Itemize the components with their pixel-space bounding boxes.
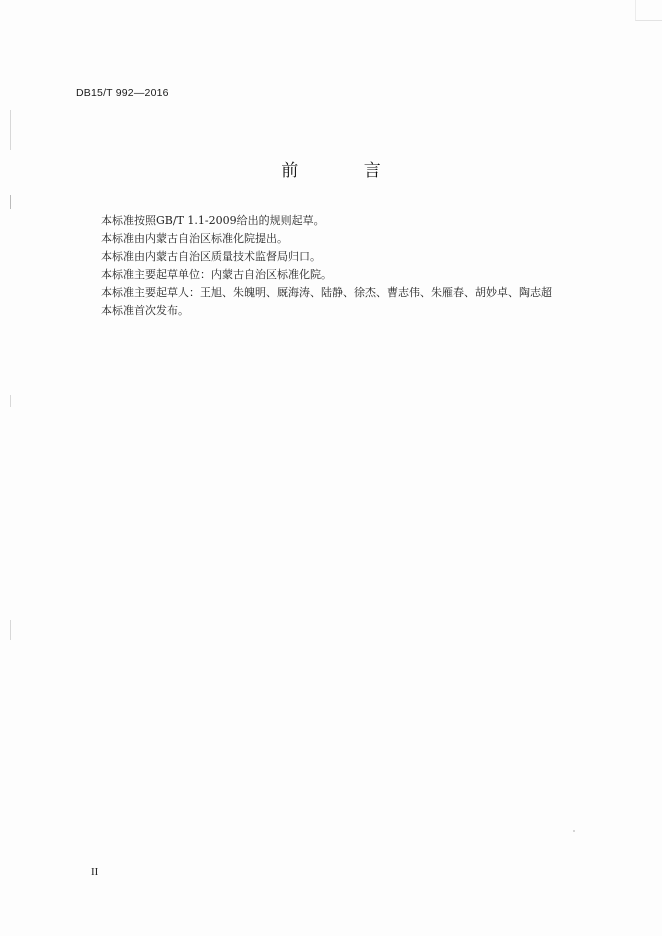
scan-edge-mark xyxy=(10,110,11,150)
scan-edge-mark xyxy=(10,620,11,640)
scan-edge-mark xyxy=(10,195,11,209)
foreword-paragraph: 本标准由内蒙古自治区质量技术监督局归口。 xyxy=(101,250,321,263)
foreword-body xyxy=(101,212,601,320)
scan-edge-mark xyxy=(10,395,11,407)
foreword-paragraph: 本标准按照GB/T 1.1-2009给出的规则起草。 xyxy=(101,214,325,227)
foreword-paragraph: 本标准主要起草人：王旭、朱魄明、厩海涛、陆静、徐杰、曹志伟、朱雁春、胡妙卓、陶志超 xyxy=(101,286,552,299)
foreword-paragraph: 本标准主要起草单位：内蒙古自治区标准化院。 xyxy=(101,268,332,281)
scan-speck xyxy=(573,830,575,832)
foreword-paragraph: 本标准首次发布。 xyxy=(101,304,189,317)
page-title: 前 言 xyxy=(281,161,411,181)
page-number: II xyxy=(91,866,99,878)
foreword-paragraph: 本标准由内蒙古自治区标准化院提出。 xyxy=(101,232,288,245)
scan-corner-mark xyxy=(635,0,662,21)
document-code: DB15/T 992—2016 xyxy=(76,87,169,99)
